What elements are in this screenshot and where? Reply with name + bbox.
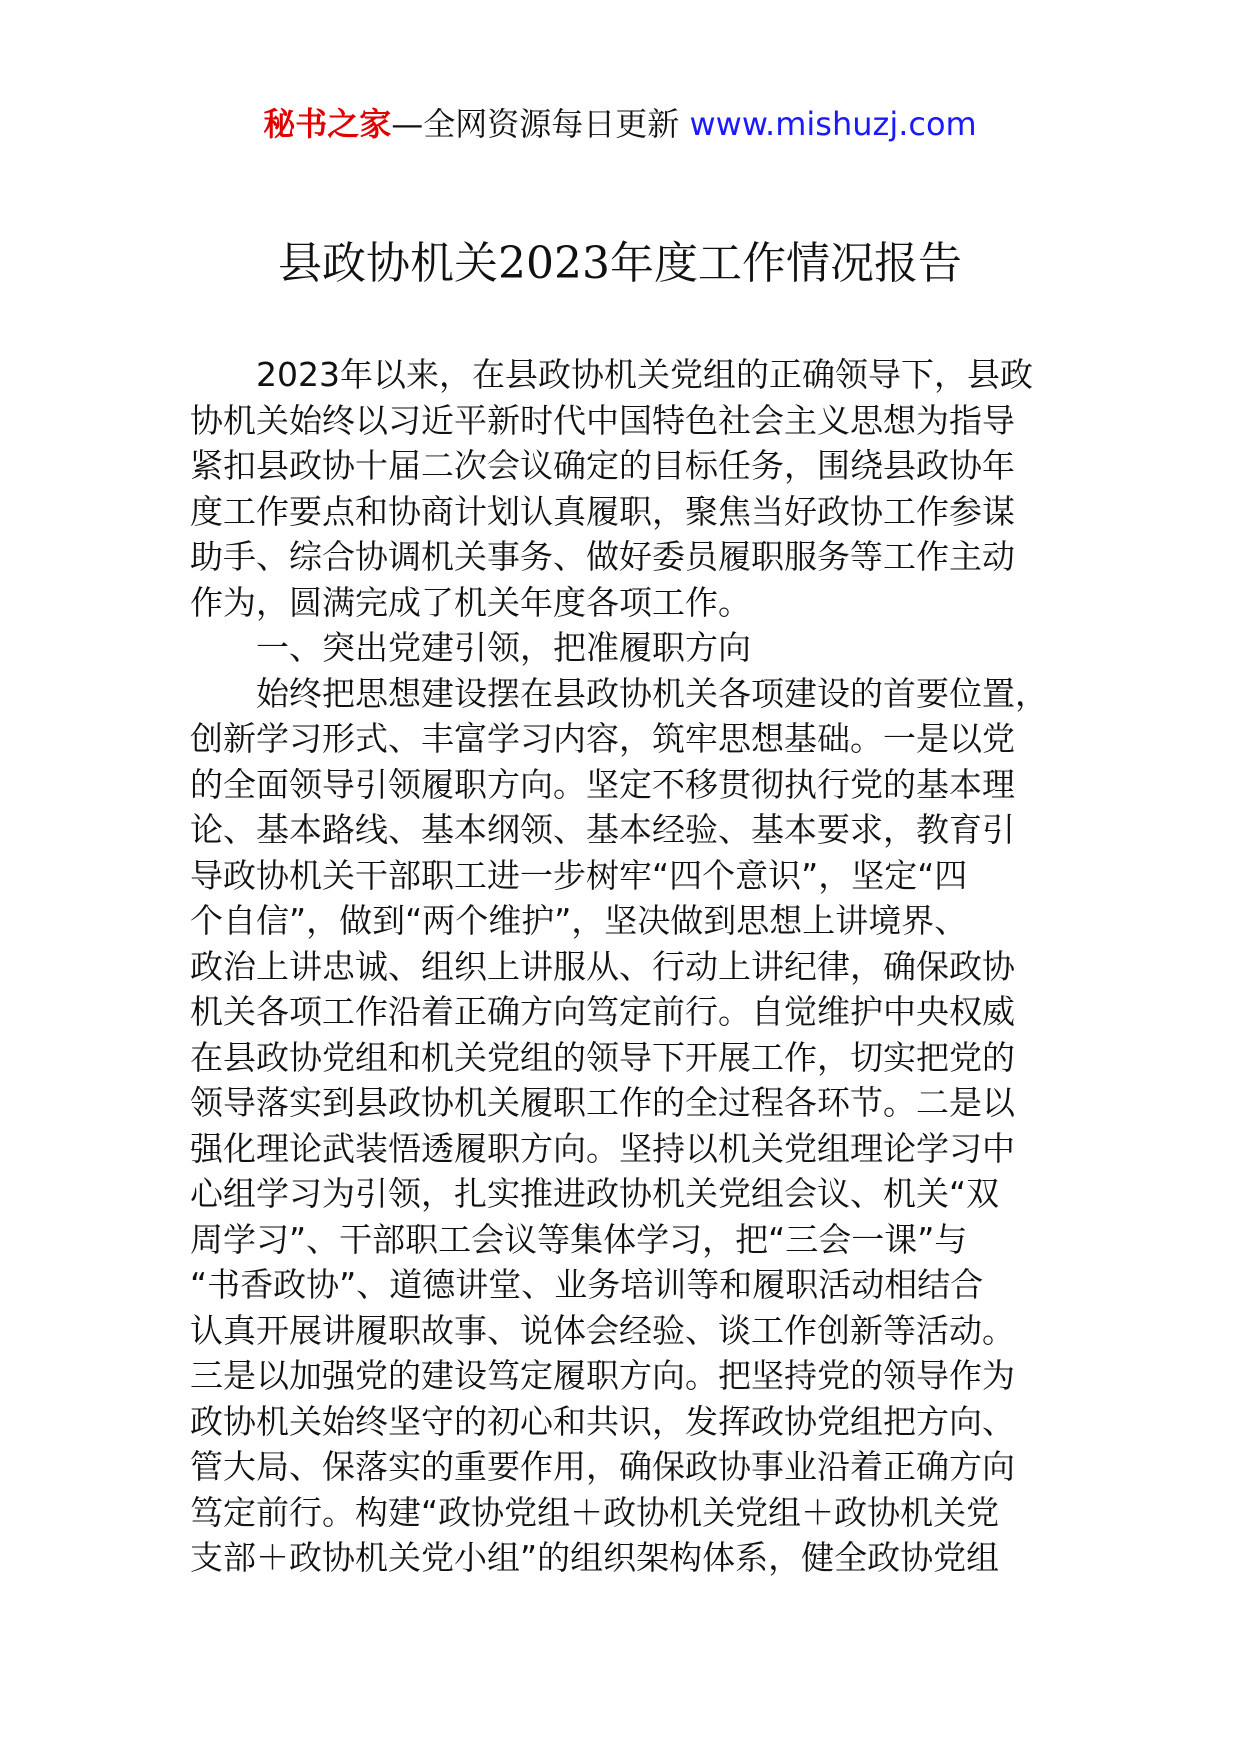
paragraph-line: 个自信”，做到“两个维护”，坚决做到思想上讲境界、 <box>190 901 968 940</box>
paragraph-line: 政协机关始终坚守的初心和共识，发挥政协党组把方向、 <box>190 1401 1015 1441</box>
paragraph-line: 度工作要点和协商计划认真履职，聚焦当好政协工作参谋 <box>190 491 1015 531</box>
paragraph-line: 支部＋政协机关党小组”的组织架构体系，健全政协党组 <box>190 1538 1000 1577</box>
paragraph-line: 的全面领导引领履职方向。坚定不移贯彻执行党的基本理 <box>190 764 1015 804</box>
document-title: 县政协机关2023年度工作情况报告 <box>278 238 962 289</box>
paragraph-line: “书香政协”、道德讲堂、业务培训等和履职活动相结合 <box>190 1265 984 1304</box>
paragraph-line: 创新学习形式、丰富学习内容，筑牢思想基础。一是以党 <box>190 719 1015 758</box>
paragraph-line: 三是以加强党的建设笃定履职方向。把坚持党的领导作为 <box>190 1356 1015 1395</box>
brand-name: 秘书之家 <box>263 105 392 143</box>
website-link[interactable]: www.mishuzj.com <box>689 105 977 143</box>
paragraph-line: 助手、综合协调机关事务、做好委员履职服务等工作主动 <box>190 537 1015 576</box>
paragraph-line: 作为，圆满完成了机关年度各项工作。 <box>190 582 751 622</box>
paragraph-line: 紧扣县政协十届二次会议确定的目标任务，围绕县政协年 <box>190 446 1015 485</box>
paragraph-line: 周学习”、干部职工会议等集体学习，把“三会一课”与 <box>190 1219 968 1259</box>
section-heading: 一、突出党建引领，把准履职方向 <box>256 628 751 667</box>
paragraph-line: 始终把思想建设摆在县政协机关各项建设的首要位置， <box>256 673 1048 713</box>
header-slogan: —全网资源每日更新 <box>391 105 690 143</box>
paragraph-line: 在县政协党组和机关党组的领导下开展工作，切实把党的 <box>190 1037 1015 1077</box>
paragraph-line: 导政协机关干部职工进一步树牢“四个意识”，坚定“四 <box>190 855 968 895</box>
document-body <box>190 352 1070 1581</box>
paragraph-line: 领导落实到县政协机关履职工作的全过程各环节。二是以 <box>190 1083 1015 1122</box>
page-header <box>0 100 1240 148</box>
paragraph-line: 笃定前行。构建“政协党组＋政协机关党组＋政协机关党 <box>190 1492 1000 1532</box>
paragraph-line: 论、基本路线、基本纲领、基本经验、基本要求，教育引 <box>190 810 1015 849</box>
paragraph-line: 政治上讲忠诚、组织上讲服从、行动上讲纪律，确保政协 <box>190 946 1015 986</box>
paragraph-line: 机关各项工作沿着正确方向笃定前行。自觉维护中央权威 <box>190 992 1015 1031</box>
paragraph-line: 强化理论武装悟透履职方向。坚持以机关党组理论学习中 <box>190 1128 1015 1168</box>
paragraph-line: 心组学习为引领，扎实推进政协机关党组会议、机关“双 <box>190 1174 1000 1213</box>
paragraph-line: 认真开展讲履职故事、说体会经验、谈工作创新等活动。 <box>190 1310 1015 1350</box>
paragraph-line: 协机关始终以习近平新时代中国特色社会主义思想为指导 <box>190 400 1015 440</box>
paragraph-line: 2023年以来，在县政协机关党组的正确领导下，县政 <box>256 355 1033 394</box>
paragraph-line: 管大局、保落实的重要作用，确保政协事业沿着正确方向 <box>190 1447 1015 1486</box>
